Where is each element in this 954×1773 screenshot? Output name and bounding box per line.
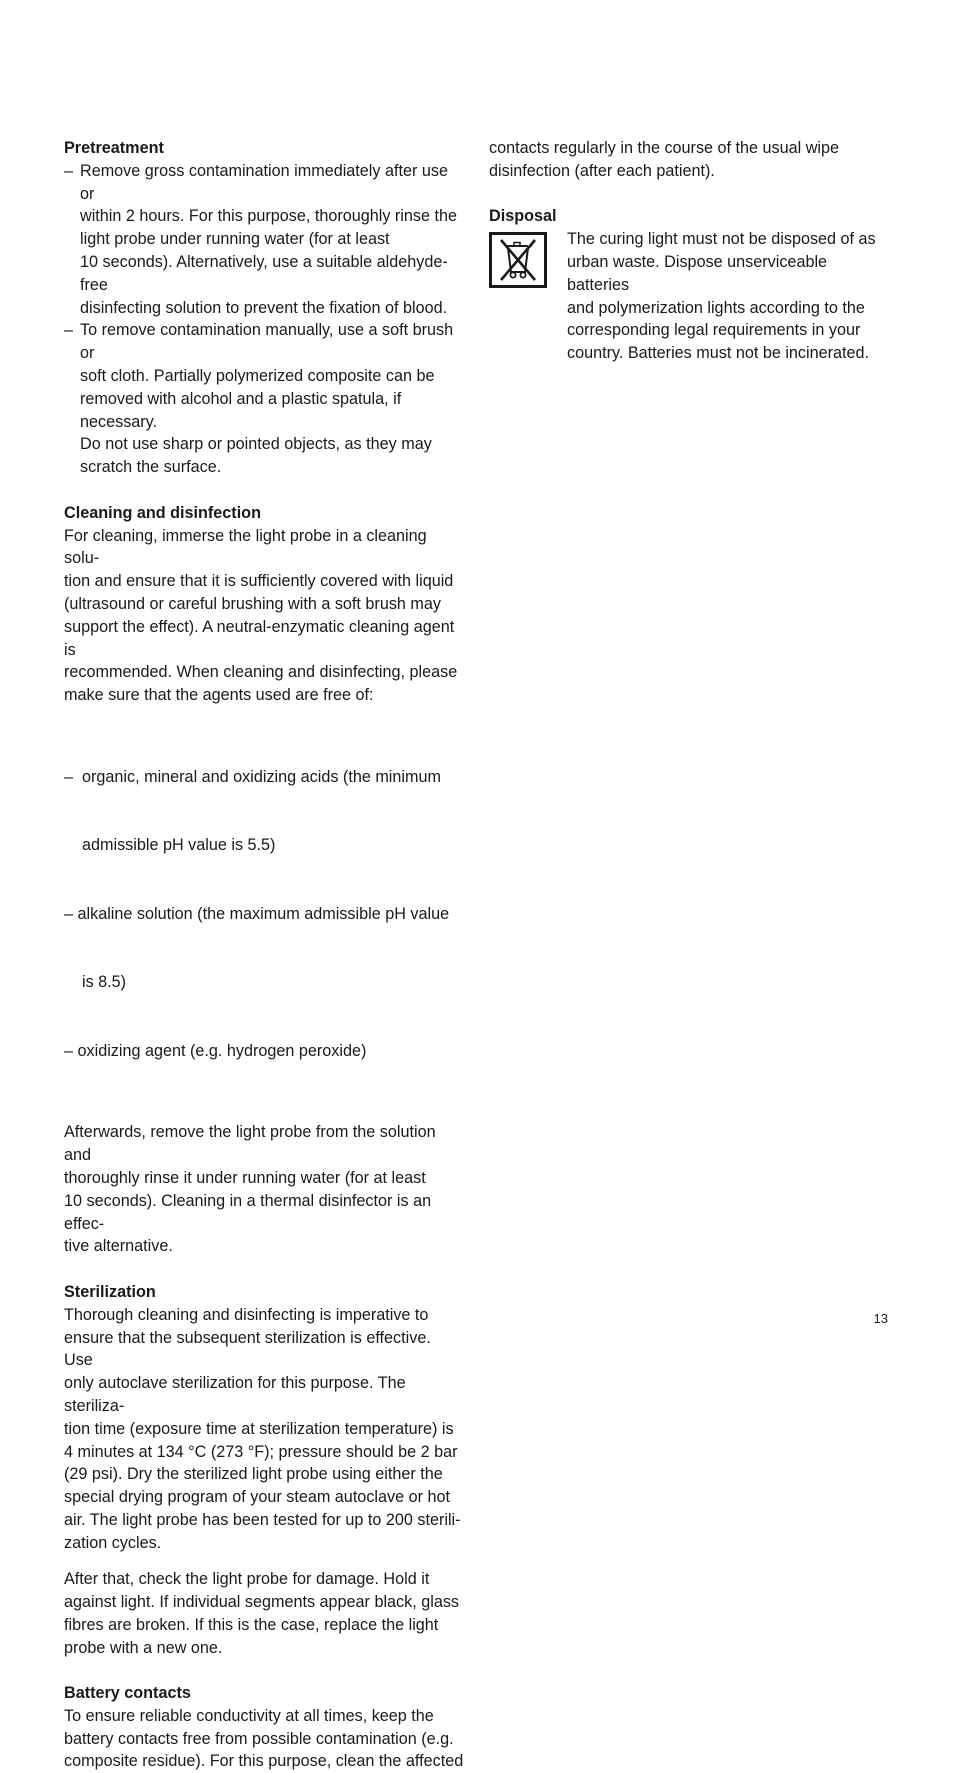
disposal-heading: Disposal [489,207,557,226]
sterilization-heading: Sterilization [64,1283,156,1302]
text-line: make sure that the agents used are free of: [64,686,374,705]
sterilization-para-2 [64,1568,464,1659]
list-line: – alkaline solution (the maximum admissible pH value [64,904,450,923]
list-line: – organic, mineral and oxidizing acids (the minimum [64,768,441,787]
text-line: only autoclave sterilization for this purpose. The steriliza- [64,1374,406,1416]
text-line: tion and ensure that it is sufficiently covered with liquid [64,572,454,591]
battery-heading: Battery contacts [64,1684,191,1703]
text-line: thoroughly rinse it under running water (for at least [64,1169,426,1188]
text-line: Afterwards, remove the light probe from the solution and [64,1123,436,1165]
pretreatment-heading: Pretreatment [64,139,164,157]
text-line: 10 seconds). Cleaning in a thermal disinfector is an effec- [64,1191,432,1233]
cleaning-heading: Cleaning and disinfection [64,503,261,522]
list-line: scratch the surface. [80,458,222,477]
disposal-block [489,228,889,365]
text-line: 4 minutes at 134 °C (273 °F); pressure should be 2 bar [64,1442,458,1461]
text-line: composite residue). For this purpose, clean the affected [64,1752,464,1771]
pretreatment-section [64,137,464,479]
sterilization-para-1 [64,1304,464,1555]
text-line: (ultrasound or careful brushing with a soft brush may [64,594,441,613]
text-line: against light. If individual segments appear black, glass [64,1592,460,1611]
text-line: tion time (exposure time at sterilization temperature) is [64,1419,454,1438]
list-line: Do not use sharp or pointed objects, as they may [80,435,432,454]
left-column [64,137,464,1773]
text-line: air. The light probe has been tested for up to 200 sterili- [64,1511,461,1530]
text-line: country. Batteries must not be incinerated. [567,344,870,363]
list-dash: – [64,161,74,180]
list-line: – oxidizing agent (e.g. hydrogen peroxide) [64,1041,367,1060]
crossed-out-wheelie-bin-icon [489,232,547,288]
list-line: Remove gross contamination immediately after use or [80,161,448,203]
text-line: (29 psi). Dry the sterilized light probe using either the [64,1465,443,1484]
text-line: After that, check the light probe for damage. Hold it [64,1570,430,1589]
text-line: Thorough cleaning and disinfecting is imperative to [64,1305,429,1324]
text-line: For cleaning, immerse the light probe in a cleaning solu- [64,526,427,568]
text-line: To ensure reliable conductivity at all times, keep the [64,1706,434,1725]
text-line: ensure that the subsequent sterilization is effective. Use [64,1328,431,1370]
disposal-text [567,228,889,365]
text-line: contacts regularly in the course of the usual wipe [489,139,840,157]
list-item [64,160,464,320]
text-line: zation cycles. [64,1533,162,1552]
sterilization-section [64,1281,464,1659]
text-line: and polymerization lights according to the [567,298,865,317]
list-dash: – [64,321,74,340]
text-line: The curing light must not be disposed of as [567,230,876,249]
text-line: support the effect). A neutral-enzymatic cleaning agent is [64,617,455,659]
text-line: urban waste. Dispose unserviceable batteries [567,252,828,294]
list-line: disinfecting solution to prevent the fixation of blood. [80,298,448,317]
list-line: within 2 hours. For this purpose, thoroughly rinse the [80,207,458,226]
list-line: is 8.5) [64,973,127,992]
text-line: corresponding legal requirements in your [567,321,861,340]
cleaning-agent-list [64,720,464,1108]
list-item [64,319,464,479]
list-line: 10 seconds). Alternatively, use a suitable aldehyde-free [80,252,448,294]
text-line: disinfection (after each patient). [489,161,715,180]
text-line: fibres are broken. If this is the case, replace the light [64,1615,439,1634]
right-column [489,137,889,365]
cleaning-after [64,1121,464,1258]
battery-continued [489,137,889,183]
cleaning-section [64,502,464,1259]
pretreatment-list [64,160,464,479]
battery-section [64,1682,464,1773]
text-line: probe with a new one. [64,1638,223,1657]
disposal-section [489,205,889,365]
text-line: special drying program of your steam autoclave or hot [64,1488,450,1507]
text-line: recommended. When cleaning and disinfecting, please [64,663,458,682]
text-line: tive alternative. [64,1237,173,1256]
list-line: To remove contamination manually, use a soft brush or [80,321,454,363]
text-line: battery contacts free from possible contamination (e.g. [64,1729,454,1748]
list-line: light probe under running water (for at least [80,230,390,249]
cleaning-intro [64,525,464,707]
page-number: 13 [873,1311,888,1326]
list-line: admissible pH value is 5.5) [64,836,276,855]
list-line: removed with alcohol and a plastic spatula, if necessary. [80,389,402,431]
list-line: soft cloth. Partially polymerized composite can be [80,366,435,385]
